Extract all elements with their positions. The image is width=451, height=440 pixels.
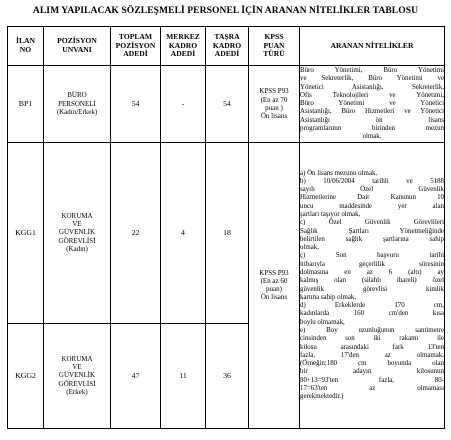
cell-line: VE [72, 220, 82, 229]
cell-kpss-kgg [249, 142, 300, 428]
requirement-line: Hizmetlerine Dair Kanunun 10 [300, 194, 444, 202]
header-line: POZİSYON [115, 40, 156, 50]
header-line: İLAN [16, 36, 35, 46]
cell-line: KORUMA [61, 355, 93, 364]
requirement-line: Asistanlığı, Büro Hizmetleri ve Yönetici [300, 108, 444, 116]
requirement-line: olmak. [362, 133, 382, 141]
header-ilan-no [8, 27, 44, 66]
requirement-line: (Örneğin;180 cm boyunda olan [300, 360, 444, 368]
cell-line: KPSS P93 [259, 87, 289, 96]
header-line: NO [19, 45, 32, 54]
cell-line: GÜVENLİK [58, 228, 96, 237]
requirement-line: kadınlarda 160 cm'den kısa [300, 310, 444, 318]
header-line: KADRO [212, 40, 242, 50]
requirement-line: Sağlık Şartları Yönetmeliğinde [300, 227, 444, 235]
cell-toplam: 47 [111, 323, 161, 428]
header-line: KPSS [264, 32, 284, 42]
header-row [8, 27, 445, 66]
requirement-line: c) Özel Güvenlik Görevlileri [300, 219, 444, 227]
requirement-line: güvenlik görevlisi kimlik [300, 285, 444, 293]
requirement-line: Büro Yönetimi, Büro Yönetimi [300, 67, 444, 74]
table-row-bp1 [8, 66, 445, 143]
document-title: ALIM YAPILACAK SÖZLEŞMELİ PERSONEL İÇİN ARANAN NİTELİKLER TABLOSU [32, 5, 419, 16]
requirement-line: belirtilen sağlık şartlarına sahip [300, 235, 444, 243]
requirement-line: 17=63'ten az olmaması [300, 384, 444, 392]
cell-ilan-no: KGG1 [8, 142, 44, 323]
header-merkez [161, 27, 206, 66]
table-row-kgg1 [8, 142, 445, 323]
cell-line: puan) [266, 285, 282, 294]
cell-line: (En az 60 [260, 276, 288, 285]
cell-line: KORUMA [61, 212, 93, 221]
requirement-line: boylu olmamak, [300, 318, 345, 326]
requirement-line: fazla, 17'den az olmamak. [300, 351, 444, 359]
cell-kpss [249, 66, 300, 143]
requirement-line: sayılı Özel Güvenlik [300, 186, 444, 194]
requirement-line: e) Boy uzunluğunun santimetre [300, 326, 444, 334]
cell-line: (Kadın/Erkek) [56, 107, 98, 116]
header-line: TOPLAM [118, 32, 153, 42]
cell-line: (Kadın) [66, 244, 88, 253]
cell-ilan-no: KGG2 [8, 323, 44, 428]
cell-pozisyon [44, 323, 111, 428]
requirement-line: d) Erkeklerde 170 cm, [300, 302, 444, 310]
requirement-line: b) 10/06/2004 tarihli ve 5188 [300, 177, 444, 185]
header-line: ADEDİ [170, 49, 196, 59]
requirement-line: itibarıyla geçerlilik süresinin [300, 260, 444, 268]
qualifications-table [7, 26, 445, 429]
header-line: POZİSYON [57, 36, 97, 46]
cell-toplam: 22 [111, 142, 161, 323]
cell-tasra: 36 [206, 323, 249, 428]
cell-merkez: 4 [161, 142, 206, 323]
cell-line: BÜRO [67, 91, 87, 100]
cell-nitelik [300, 66, 445, 143]
requirement-line: programlarının birinden mezun [300, 124, 444, 132]
header-line: ARANAN NİTELİKLER [330, 40, 414, 50]
cell-line: Ön lisans [260, 111, 288, 120]
requirement-line: dolmasına en az 6 (altı) ay [300, 268, 444, 276]
cell-merkez: - [161, 66, 206, 143]
cell-line: GÖREVLİSİ [58, 236, 96, 245]
header-nitelik [300, 27, 445, 66]
cell-line: GÖREVLİSİ [58, 379, 96, 388]
requirement-line: Büro Yönetimi ve Yönetici [300, 100, 444, 108]
cell-nitelik-kgg [300, 142, 445, 428]
cell-line: GÜVENLİK [58, 371, 96, 380]
cell-line: PERSONELİ [58, 99, 96, 108]
requirement-line: ç) Son başvuru tarihi [300, 252, 444, 260]
cell-line: Ön lisans [260, 293, 288, 302]
cell-tasra: 54 [206, 66, 249, 143]
requirement-line: olmak, [300, 244, 319, 252]
cell-toplam: 54 [111, 66, 161, 143]
requirement-line: kalmış olan (silahlı ibareli) özel [300, 277, 444, 285]
requirement-line: şartları taşıyor olmak, [300, 211, 361, 218]
requirement-line: Yönetici Asistanlığı, Sekreterlik, [300, 83, 444, 91]
header-pozisyon [44, 27, 111, 66]
header-line: ADEDİ [123, 49, 148, 59]
requirement-line: Ofis Teknolojileri ve Yönetimi, [300, 91, 444, 99]
requirement-line: Asistanlığı ön lisans [300, 116, 444, 124]
requirement-line: bir adayın kilosunun [300, 368, 444, 376]
cell-pozisyon [44, 66, 111, 143]
cell-line: puan ) [265, 103, 283, 112]
header-line: TAŞRA [214, 32, 240, 42]
cell-pozisyon [44, 142, 111, 323]
cell-ilan-no: BP1 [8, 66, 44, 143]
header-line: MERKEZ [166, 32, 200, 42]
header-tasra [206, 27, 249, 66]
header-line: PUAN [263, 40, 285, 50]
header-toplam [111, 27, 161, 66]
requirement-line: a) Ön lisans mezunu olmak, [300, 169, 378, 177]
requirement-line: uncu maddesinde yer alan [300, 202, 444, 210]
cell-tasra: 18 [206, 142, 249, 323]
requirement-line: ve Sekreterlik, Büro Yönetimi ve [300, 75, 444, 83]
requirement-line: 80+13=93'ten fazla, 80- [300, 376, 444, 384]
requirement-line: gerekmektedir.) [300, 393, 344, 401]
header-line: UNVANI [62, 45, 92, 54]
cell-line: (Erkek) [66, 387, 88, 396]
header-line: TÜRÜ [263, 49, 285, 59]
cell-line: VE [72, 363, 82, 372]
cell-line: KPSS P93 [259, 268, 289, 277]
cell-line: (En az 70 [260, 95, 288, 104]
requirement-line: kartına sahip olmak, [300, 293, 357, 301]
cell-merkez: 11 [161, 323, 206, 428]
requirement-line: cinsinden son iki rakamı ile [300, 335, 444, 343]
header-line: ADEDİ [214, 49, 240, 59]
header-line: KADRO [168, 40, 198, 50]
header-kpss [249, 27, 300, 66]
requirement-line: kilosu arasındaki fark 13'ten [300, 343, 444, 351]
